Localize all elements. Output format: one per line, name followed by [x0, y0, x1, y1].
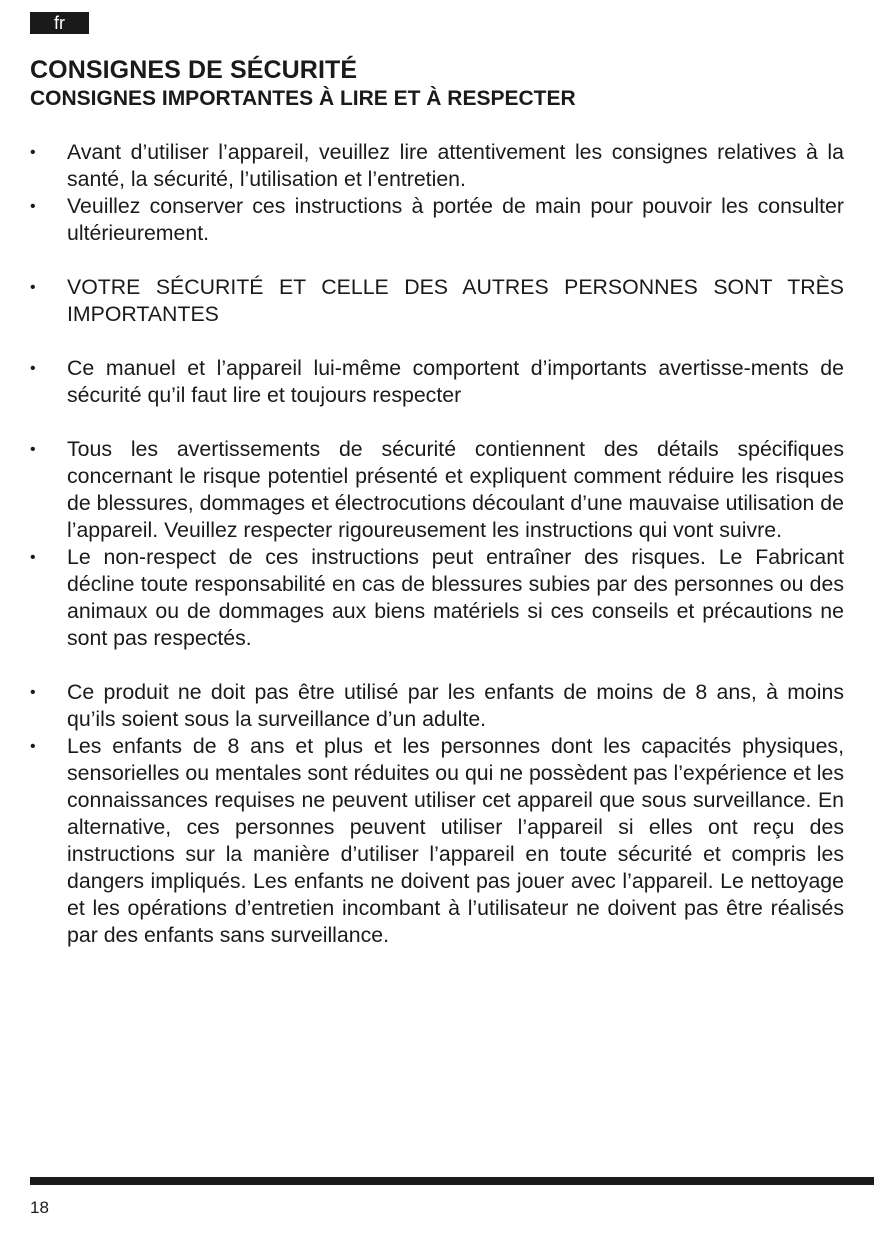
list-item	[30, 544, 844, 652]
list-item	[30, 193, 844, 247]
list-item-text: Avant d’utiliser l’appareil, veuillez lire attentivement les consignes relatives à la santé, la sécurité, l’utilisation et l’entretien.	[67, 140, 844, 191]
list-item-text: Ce produit ne doit pas être utilisé par les enfants de moins de 8 ans, à moins qu’ils soient sous la surveillance d’un adulte.	[67, 680, 844, 731]
list-item	[30, 436, 844, 544]
page-subtitle: CONSIGNES IMPORTANTES À LIRE ET À RESPECTER	[30, 87, 576, 110]
safety-instructions-list	[30, 139, 844, 949]
language-badge: fr	[30, 12, 89, 34]
list-item-text: Ce manuel et l’appareil lui-même comportent d’importants avertisse-ments de sécurité qu’il faut lire et toujours respecter	[67, 356, 844, 407]
list-item	[30, 139, 844, 193]
bullet-icon: •	[30, 441, 36, 458]
bullet-icon: •	[30, 198, 36, 215]
bullet-icon: •	[30, 279, 36, 296]
list-item	[30, 355, 844, 409]
bullet-icon: •	[30, 684, 36, 701]
list-item	[30, 274, 844, 328]
list-item-text: Veuillez conserver ces instructions à portée de main pour pouvoir les consulter ultérieurement.	[67, 194, 844, 245]
list-item-text: Le non-respect de ces instructions peut entraîner des risques. Le Fabricant décline toute responsabilité en cas de blessures subies par des personnes ou des animaux ou de dommages aux biens matériels si ces conseils et précautions ne sont pas respectés.	[67, 545, 844, 650]
list-item-text: Tous les avertissements de sécurité contiennent des détails spécifiques concernant le risque potentiel présenté et expliquent comment réduire les risques de blessures, dommages et électrocutions découlant d’une mauvaise utilisation de l’appareil. Veuillez respecter rigoureusement les instructions qui vont suivre.	[67, 437, 844, 542]
footer-divider	[30, 1177, 874, 1185]
list-item	[30, 733, 844, 949]
bullet-icon: •	[30, 738, 36, 755]
list-item-text: Les enfants de 8 ans et plus et les personnes dont les capacités physiques, sensorielles ou mentales sont réduites ou qui ne possèdent pas l’expérience et les connaissances requises ne peuvent utiliser cet appareil que sous surveillance. En alternative, ces personnes peuvent utiliser l’appareil si elles ont reçu des instructions sur la manière d’utiliser l’appareil en toute sécurité et compris les dangers impliqués. Les enfants ne doivent pas jouer avec l’appareil. Le nettoyage et les opérations d’entretien incombant à l’utilisateur ne doivent pas être réalisés par des enfants sans surveillance.	[67, 734, 844, 947]
list-item	[30, 679, 844, 733]
list-item-text: VOTRE SÉCURITÉ ET CELLE DES AUTRES PERSONNES SONT TRÈS IMPORTANTES	[67, 275, 844, 326]
bullet-icon: •	[30, 360, 36, 377]
bullet-icon: •	[30, 144, 36, 161]
page-number: 18	[30, 1198, 49, 1217]
bullet-icon: •	[30, 549, 36, 566]
page-title: CONSIGNES DE SÉCURITÉ	[30, 56, 358, 84]
